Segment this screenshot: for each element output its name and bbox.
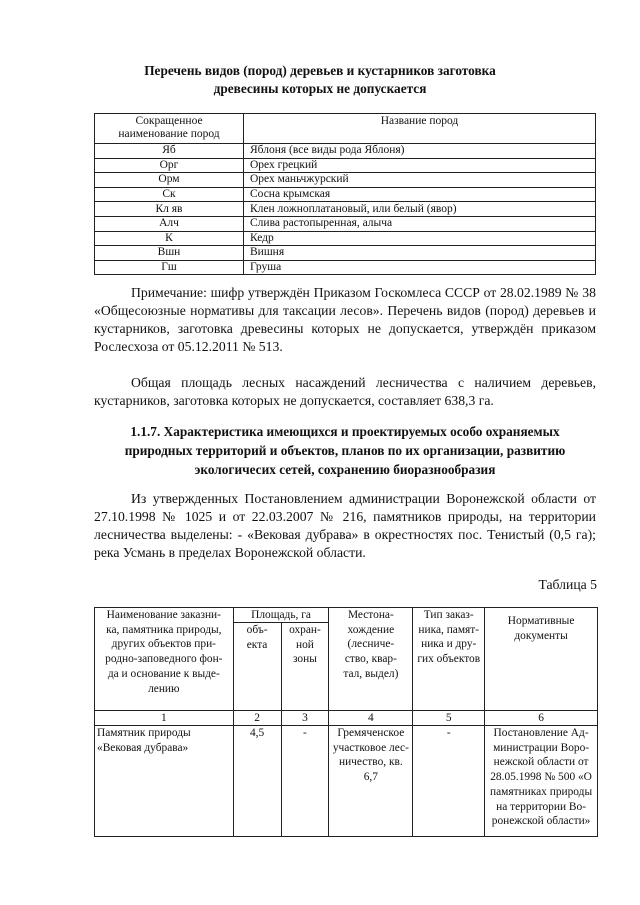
abbr-cell: Гш bbox=[95, 260, 244, 275]
documents-column-header bbox=[485, 608, 598, 711]
header-line: Наименование заказни- bbox=[106, 609, 221, 621]
table-row bbox=[95, 246, 596, 261]
header-line: хождение bbox=[347, 623, 395, 636]
header-line: Нормативные bbox=[507, 615, 575, 627]
name-cell: Сосна крымская bbox=[244, 187, 596, 202]
abbr-cell: Кл яв bbox=[95, 202, 244, 217]
section-heading-line-1: 1.1.7. Характеристика имеющихся и проектируемых особо охраняемых bbox=[130, 424, 560, 439]
name-column-header bbox=[95, 608, 234, 711]
abbr-cell: Алч bbox=[95, 216, 244, 231]
name-cell: Клен ложноплатановый, или белый (явор) bbox=[244, 202, 596, 217]
section-paragraph: Из утвержденных Постановлением администрации Воронежской области от 27.10.1998 № 1025 и от 22.03.2007 № 216, памятников природы, на территории лесничества выделены: - «Вековая дубрава» в окрестностях пос. Тенистый (0,5 га); река Усмань в пределах Воронежской области. bbox=[94, 491, 596, 560]
abbr-header-line-1: Сокращенное bbox=[135, 115, 203, 127]
header-line: родно-заповедного фон- bbox=[105, 653, 223, 666]
abbr-cell: Яб bbox=[95, 144, 244, 159]
section-heading bbox=[94, 422, 596, 479]
species-table bbox=[94, 113, 596, 275]
name-cell: Груша bbox=[244, 260, 596, 275]
cell-line: Гремяченское bbox=[337, 727, 405, 739]
column-number: 2 bbox=[233, 711, 281, 726]
table-caption: Таблица 5 bbox=[538, 577, 597, 592]
column-numbers-row bbox=[95, 711, 598, 726]
cell-line: Постановление Ад- bbox=[493, 727, 589, 739]
buffer-zone-header bbox=[281, 623, 329, 711]
table-row bbox=[95, 260, 596, 275]
title-line-1: Перечень видов (пород) деревьев и кустарников заготовка bbox=[144, 63, 496, 78]
column-number: 3 bbox=[281, 711, 329, 726]
abbr-cell: Вшн bbox=[95, 246, 244, 261]
name-cell: Слива растопыренная, алыча bbox=[244, 216, 596, 231]
header-line: объ- bbox=[246, 624, 268, 636]
table-row bbox=[95, 158, 596, 173]
abbr-cell: Орм bbox=[95, 173, 244, 188]
cell-line: министрации Воро- bbox=[493, 741, 590, 754]
note-paragraph: Примечание: шифр утверждён Приказом Госкомлеса СССР от 28.02.1989 № 38 «Общесоюзные нормативы для таксации лесов». Перечень видов (пород) деревьев и кустарников, заготовка древесины которых не допускается, утверждён приказом Рослесхоза от 05.12.2011 № 513. bbox=[94, 285, 596, 354]
header-line: да и основание к выде- bbox=[107, 667, 220, 680]
column-number: 6 bbox=[485, 711, 598, 726]
table-row bbox=[95, 187, 596, 202]
name-cell: Орех маньчжурский bbox=[244, 173, 596, 188]
area-paragraph: Общая площадь лесных насаждений лесничества с наличием деревьев, кустарников, заготовка которых не допускается, составляет 638,3 га. bbox=[94, 375, 596, 408]
title-line-2: древесины которых не допускается bbox=[213, 81, 427, 96]
cell-line: Памятник природы bbox=[97, 727, 191, 739]
cell-line: нежской области от bbox=[493, 756, 589, 769]
header-line: ника и дру- bbox=[421, 638, 477, 651]
table-row bbox=[95, 216, 596, 231]
cell-line: «Вековая дубрава» bbox=[97, 741, 189, 754]
header-line: екта bbox=[246, 638, 268, 651]
name-cell: Орех грецкий bbox=[244, 158, 596, 173]
species-table-header bbox=[95, 114, 596, 144]
cell-line: ничество, кв. bbox=[338, 756, 403, 769]
header-line: охран- bbox=[289, 624, 321, 636]
name-cell: Вишня bbox=[244, 246, 596, 261]
column-number: 1 bbox=[95, 711, 234, 726]
name-cell: Кедр bbox=[244, 231, 596, 246]
page-title bbox=[100, 62, 540, 98]
abbr-cell: Орг bbox=[95, 158, 244, 173]
cell-line: 6,7 bbox=[363, 771, 378, 784]
type-cell: - bbox=[413, 726, 485, 837]
name-column-header: Название пород bbox=[244, 114, 596, 144]
cell-line: участковое лес- bbox=[332, 741, 409, 754]
header-line: других объектов при- bbox=[111, 638, 216, 651]
type-column-header bbox=[413, 608, 485, 711]
header-line: Тип заказ- bbox=[423, 609, 474, 621]
table-row bbox=[95, 144, 596, 159]
header-line: ство, квар- bbox=[344, 653, 397, 666]
object-area-cell: 4,5 bbox=[233, 726, 281, 837]
table-row bbox=[95, 726, 598, 837]
document-cell bbox=[485, 726, 598, 837]
section-heading-line-2: природных территорий и объектов, планов по их организации, развитию bbox=[124, 443, 566, 458]
location-column-header bbox=[329, 608, 413, 711]
header-line: Местона- bbox=[347, 609, 394, 621]
column-number: 5 bbox=[413, 711, 485, 726]
cell-line: 28.05.1998 № 500 «О bbox=[490, 771, 592, 784]
header-line: гих объектов bbox=[417, 653, 481, 666]
object-name-cell bbox=[95, 726, 234, 837]
cell-line: ронежской области» bbox=[491, 815, 591, 828]
column-number: 4 bbox=[329, 711, 413, 726]
table-row bbox=[95, 173, 596, 188]
header-line: ника, памят- bbox=[418, 623, 480, 636]
header-line: зоны bbox=[293, 653, 317, 666]
object-area-header bbox=[233, 623, 281, 711]
table-header-row bbox=[95, 608, 598, 623]
header-line: лению bbox=[148, 682, 180, 695]
header-line: ной bbox=[296, 638, 314, 651]
abbr-cell: Ск bbox=[95, 187, 244, 202]
abbr-column-header bbox=[95, 114, 244, 144]
header-line: ка, памятника природы, bbox=[106, 623, 222, 636]
protected-areas-table bbox=[94, 607, 598, 837]
header-line: тал, выдел) bbox=[343, 667, 399, 680]
table-row bbox=[95, 202, 596, 217]
buffer-zone-cell: - bbox=[281, 726, 329, 837]
section-heading-line-3: экологичесих сетей, сохранению биоразнообразия bbox=[194, 462, 496, 477]
table-row bbox=[95, 231, 596, 246]
abbr-header-line-2: наименование пород bbox=[118, 128, 220, 140]
name-cell: Яблоня (все виды рода Яблоня) bbox=[244, 144, 596, 159]
header-line: документы bbox=[514, 629, 568, 642]
header-line: (лесниче- bbox=[347, 638, 395, 651]
location-cell bbox=[329, 726, 413, 837]
cell-line: памятниках природы bbox=[490, 785, 593, 798]
cell-line: на территории Во- bbox=[496, 800, 587, 813]
area-column-header: Площадь, га bbox=[233, 608, 329, 623]
abbr-cell: К bbox=[95, 231, 244, 246]
